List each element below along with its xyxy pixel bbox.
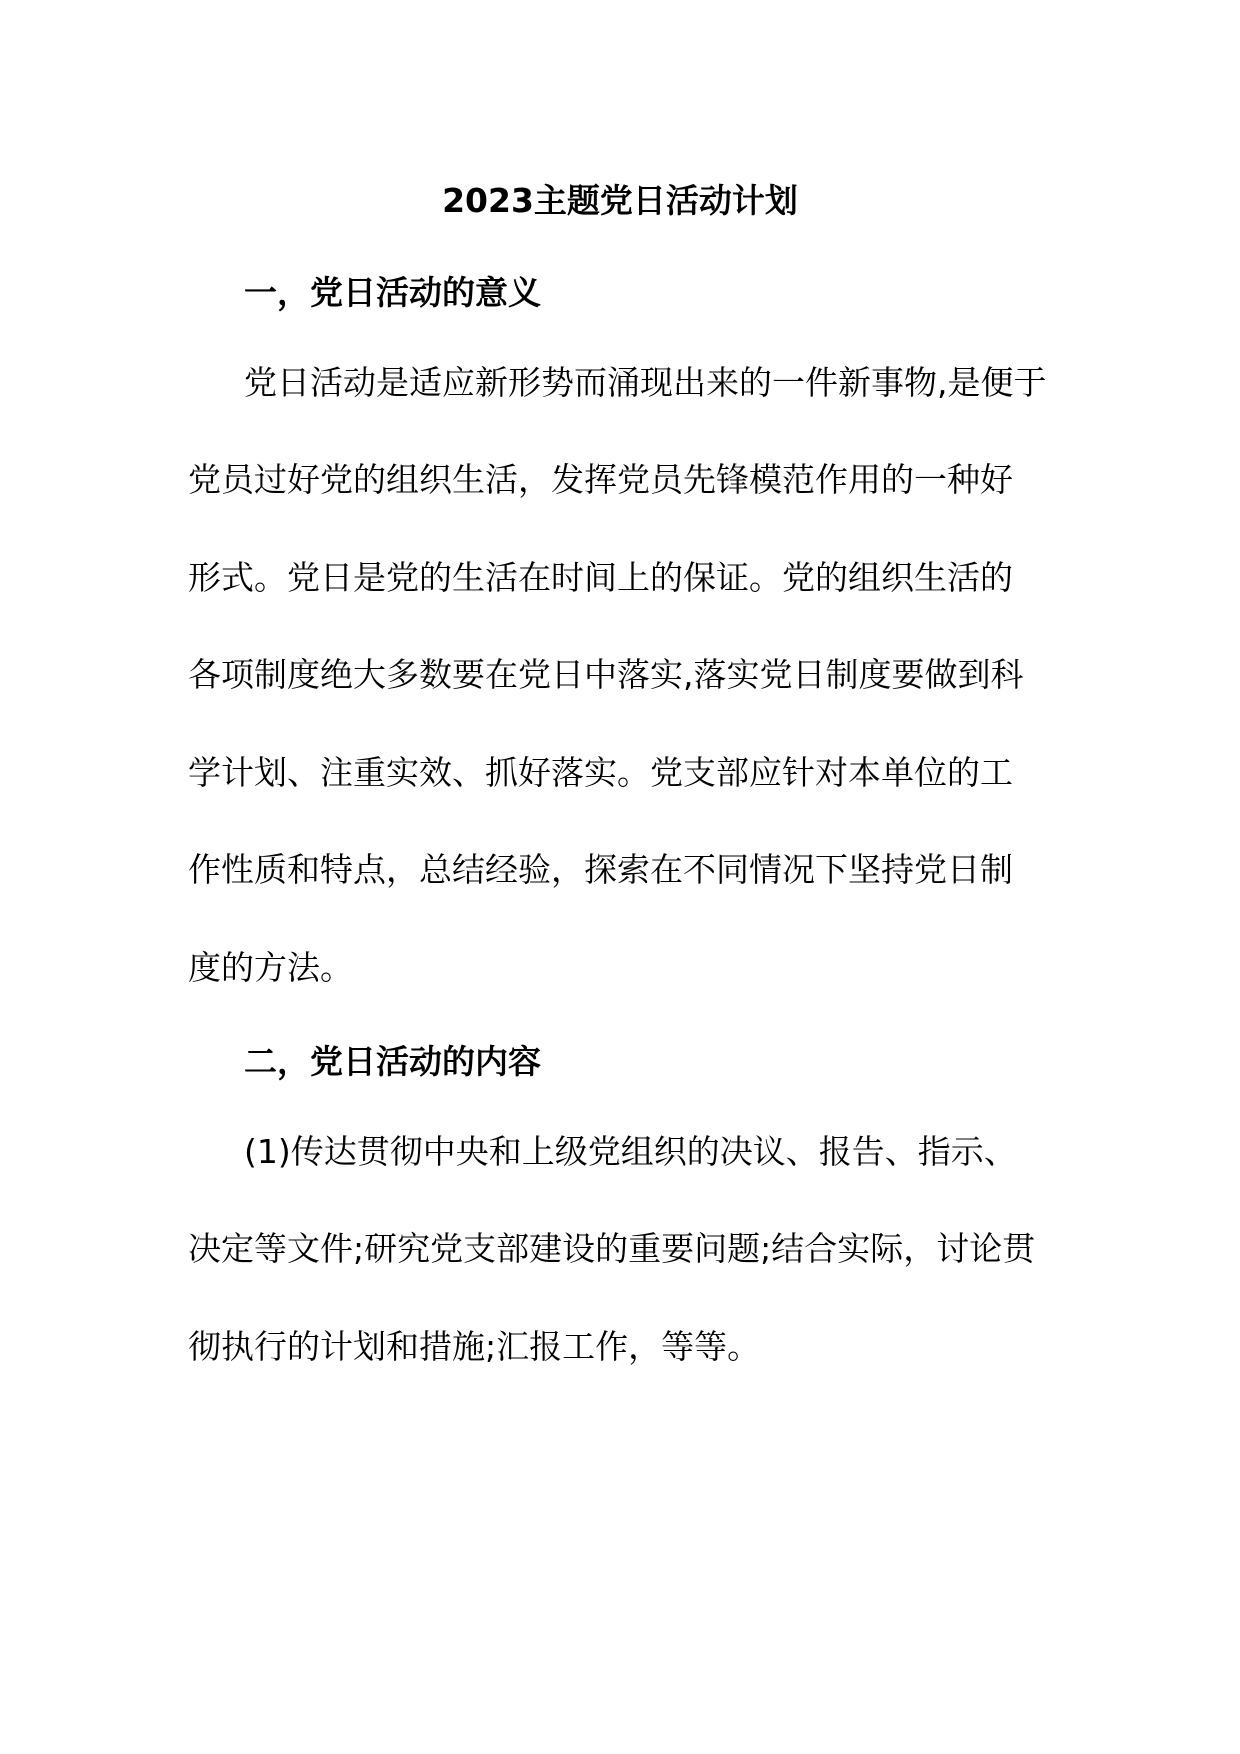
paragraph-line: 党日活动是适应新形势而涌现出来的一件新事物,是便于 [244,363,1047,402]
paragraph-line: 彻执行的计划和措施;汇报工作，等等。 [188,1327,761,1366]
paragraph-line: 学计划、注重实效、抓好落实。党支部应针对本单位的工 [188,753,1013,792]
section-heading-content: 二，党日活动的内容 [244,1042,541,1081]
paragraph-line: 作性质和特点，总结经验，探索在不同情况下坚持党日制 [188,850,1013,889]
section-heading-significance: 一，党日活动的意义 [244,273,541,312]
paragraph-line: 度的方法。 [188,948,353,987]
document-title: 2023主题党日活动计划 [442,181,798,220]
paragraph-line: 党员过好党的组织生活，发挥党员先锋模范作用的一种好 [188,460,1013,499]
paragraph-line: 决定等文件;研究党支部建设的重要问题;结合实际，讨论贯 [188,1229,1036,1268]
paragraph-line: 形式。党日是党的生活在时间上的保证。党的组织生活的 [188,558,1013,597]
paragraph-line: 各项制度绝大多数要在党日中落实,落实党日制度要做到科 [188,655,1024,694]
paragraph-line: (1)传达贯彻中央和上级党组织的决议、报告、指示、 [244,1132,1017,1171]
